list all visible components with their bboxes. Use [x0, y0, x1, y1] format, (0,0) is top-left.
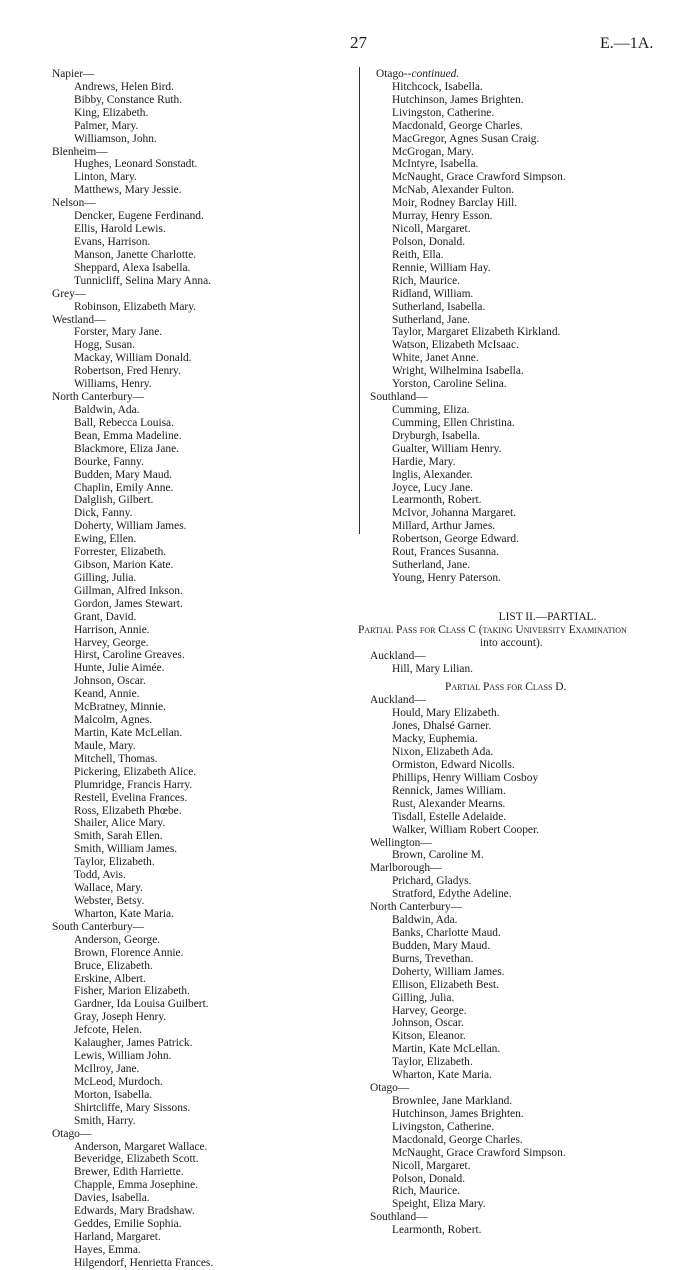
candidate-name: Dick, Fanny. [74, 507, 133, 520]
candidate-name: Dalglish, Gilbert. [74, 494, 154, 507]
candidate-name: Ball, Rebecca Louisa. [74, 416, 174, 429]
district-heading: Southland— [370, 1211, 428, 1224]
candidate-name: Bean, Emma Madeline. [74, 429, 182, 442]
candidate-name: McNab, Alexander Fulton. [392, 184, 515, 197]
district-heading: Westland— [52, 313, 106, 326]
candidate-name: Hould, Mary Elizabeth. [392, 707, 500, 720]
spacer [370, 585, 695, 611]
candidate-name: Wharton, Kate Maria. [74, 907, 174, 920]
candidate-name: Anderson, George. [74, 933, 161, 946]
candidate-name: Wright, Wilhelmina Isabella. [392, 365, 524, 378]
candidate-name: Webster, Betsy. [74, 895, 145, 907]
candidate-name: Hutchinson, James Brighten. [392, 1107, 524, 1120]
candidate-name: Rennie, William Hay. [392, 261, 491, 274]
candidate-name: Anderson, Margaret Wallace. [74, 1140, 208, 1153]
district-heading: Southland— [370, 391, 428, 404]
candidate-name: Prichard, Gladys. [392, 875, 472, 888]
candidate-name: Hayes, Emma. [74, 1243, 141, 1256]
candidate-name: Learmonth, Robert. [392, 1224, 482, 1237]
candidate-name: Andrews, Helen Bird. [74, 80, 174, 93]
candidate-name: Rout, Frances Susanna. [392, 546, 499, 559]
district-heading: Nelson— [52, 197, 96, 210]
candidate-name: Macdonald, George Charles. [392, 119, 523, 132]
candidate-name: Bourke, Fanny. [74, 455, 144, 468]
candidate-name: McIvor, Johanna Margaret. [392, 507, 516, 520]
candidate-name: Restell, Evelina Frances. [74, 791, 188, 804]
candidate-name: Keand, Annie. [74, 688, 140, 701]
candidate-name: Forrester, Elizabeth. [74, 546, 167, 559]
candidate-name: Inglis, Alexander. [392, 468, 473, 481]
candidate-name: Joyce, Lucy Jane. [392, 481, 473, 494]
candidate-name: Rich, Maurice. [392, 274, 461, 287]
district-heading: Auckland— [370, 694, 426, 707]
candidate-name: Lewis, William John. [74, 1050, 172, 1063]
candidate-name: Hutchinson, James Brighten. [392, 93, 524, 106]
right-column [358, 68, 695, 1237]
candidate-name: Stratford, Edythe Adeline. [392, 888, 512, 901]
candidate-name: Shailer, Alice Mary. [74, 817, 166, 830]
continued-label: continued. [411, 68, 460, 80]
left-column [52, 68, 352, 1270]
candidate-name: Sutherland, Jane. [392, 313, 471, 326]
candidate-name: Macdonald, George Charles. [392, 1133, 523, 1146]
candidate-name: Morton, Isabella. [74, 1088, 153, 1101]
candidate-name: Banks, Charlotte Maud. [392, 927, 501, 939]
candidate-name: Moir, Rodney Barclay Hill. [392, 197, 518, 210]
candidate-name: Erskine, Albert. [74, 972, 146, 985]
candidate-name: Young, Henry Paterson. [392, 571, 501, 584]
candidate-name: Hunte, Julie Aimée. [74, 662, 165, 675]
candidate-name: Gualter, William Henry. [392, 442, 502, 455]
candidate-name: Edwards, Mary Bradshaw. [74, 1205, 195, 1218]
candidate-name: Manson, Janette Charlotte. [74, 248, 197, 261]
candidate-name: Sutherland, Isabella. [392, 300, 486, 313]
candidate-name: Plumridge, Francis Harry. [74, 778, 193, 791]
candidate-name: Forster, Mary Jane. [74, 326, 163, 339]
candidate-name: Harvey, George. [74, 636, 149, 649]
candidate-name: Yorston, Caroline Selina. [392, 378, 507, 391]
candidate-name: Johnson, Oscar. [74, 675, 146, 688]
candidate-name: White, Janet Anne. [392, 352, 479, 365]
candidate-name: Hitchcock, Isabella. [392, 80, 483, 93]
candidate-name: Budden, Mary Maud. [74, 468, 173, 481]
candidate-name: Robertson, George Edward. [392, 533, 519, 546]
candidate-name: Wallace, Mary. [74, 882, 143, 895]
district-heading-text: Otago-- [376, 68, 412, 80]
candidate-name: Macky, Euphemia. [392, 733, 478, 746]
candidate-name: Robertson, Fred Henry. [74, 365, 181, 378]
candidate-name: Gardner, Ida Louisa Guilbert. [74, 998, 209, 1011]
candidate-name: Grant, David. [74, 610, 137, 623]
candidate-name: Gilling, Julia. [74, 571, 137, 584]
candidate-name: Nicoll, Margaret. [392, 1159, 471, 1172]
document-reference: E.—1A. [600, 35, 654, 52]
candidate-name: Evans, Harrison. [74, 235, 151, 248]
candidate-name: McBratney, Minnie. [74, 701, 166, 714]
candidate-name: Ellison, Elizabeth Best. [392, 978, 499, 991]
candidate-name: Murray, Henry Esson. [392, 210, 493, 223]
candidate-name: Matthews, Mary Jessie. [74, 184, 182, 197]
candidate-name: Polson, Donald. [392, 1172, 466, 1185]
candidate-name: Baldwin, Ada. [74, 403, 140, 416]
candidate-name: Smith, William James. [74, 843, 178, 856]
candidate-name: Ormiston, Edward Nicolls. [392, 759, 515, 772]
candidate-name: Kalaugher, James Patrick. [74, 1037, 193, 1050]
candidate-name: Ellis, Harold Lewis. [74, 223, 166, 236]
candidate-name: Phillips, Henry William Cosboy [392, 771, 539, 784]
district-heading: Auckland— [370, 649, 426, 662]
page-number: 27 [350, 33, 367, 52]
candidate-name: Smith, Sarah Ellen. [74, 830, 163, 843]
candidate-name: Dryburgh, Isabella. [392, 429, 481, 442]
candidate-name: Blackmore, Eliza Jane. [74, 442, 180, 455]
candidate-name: Chapple, Emma Josephine. [74, 1179, 199, 1192]
candidate-name: Bibby, Constance Ruth. [74, 93, 183, 106]
district-heading: Wellington— [370, 836, 432, 849]
candidate-name: Robinson, Elizabeth Mary. [74, 300, 197, 313]
district-heading: Otago— [370, 1082, 410, 1095]
candidate-name: Harvey, George. [392, 1004, 467, 1017]
candidate-name: Gilling, Julia. [392, 991, 455, 1004]
candidate-name: McIlroy, Jane. [74, 1062, 140, 1075]
district-heading-continued [370, 68, 695, 81]
candidate-name: McGrogan, Mary. [392, 145, 474, 158]
candidate-name: Martin, Kate McLellan. [392, 1043, 501, 1056]
candidate-name: Hill, Mary Lilian. [392, 662, 473, 675]
candidate-name: Brown, Caroline M. [392, 849, 484, 862]
candidate-name: Maule, Mary. [74, 739, 136, 752]
candidate-name: Cumming, Eliza. [392, 403, 470, 416]
candidate-name: Taylor, Elizabeth. [74, 856, 155, 869]
candidate-name: Palmer, Mary. [74, 119, 139, 132]
candidate-name: Jones, Dhalsé Garner. [392, 720, 492, 733]
candidate-name: Rust, Alexander Mearns. [392, 797, 506, 810]
candidate-name: Watson, Elizabeth McIsaac. [392, 339, 519, 352]
district-heading: North Canterbury— [52, 391, 145, 404]
candidate-name: Budden, Mary Maud. [392, 939, 491, 952]
candidate-name: Jefcote, Helen. [74, 1024, 142, 1037]
candidate-name: Tisdall, Estelle Adelaide. [392, 810, 507, 823]
candidate-name: Harrison, Annie. [74, 623, 150, 636]
district-heading: Blenheim— [52, 145, 108, 158]
candidate-name: Brewer, Edith Harriette. [74, 1166, 184, 1179]
district-heading: Otago— [52, 1127, 92, 1140]
candidate-name: Learmonth, Robert. [392, 494, 482, 507]
candidate-name: Mitchell, Thomas. [74, 752, 158, 765]
candidate-name: Millard, Arthur James. [392, 520, 496, 533]
candidate-name: Taylor, Elizabeth. [392, 1056, 473, 1069]
candidate-name: Geddes, Emilie Sophia. [74, 1218, 182, 1231]
candidate-name: Reith, Ella. [392, 248, 444, 261]
candidate-name: Cumming, Ellen Christina. [392, 416, 515, 429]
candidate-name: Gordon, James Stewart. [74, 597, 183, 610]
candidate-name: Smith, Harry. [74, 1114, 136, 1127]
candidate-name: Chaplin, Emily Anne. [74, 481, 174, 494]
candidate-name: Burns, Trevethan. [392, 952, 474, 965]
candidate-name: Ridland, William. [392, 287, 474, 300]
candidate-name: Davies, Isabella. [74, 1192, 150, 1205]
candidate-name: Taylor, Margaret Elizabeth Kirkland. [392, 326, 561, 339]
candidate-name: Doherty, William James. [392, 965, 505, 978]
candidate-name: Hogg, Susan. [74, 339, 136, 352]
column-divider [359, 67, 360, 534]
candidate-name: Hilgendorf, Henrietta Frances. [74, 1256, 214, 1269]
candidate-name: Brownlee, Jane Markland. [392, 1094, 513, 1107]
candidate-name: Livingston, Catherine. [392, 106, 495, 119]
candidate-name: Williams, Henry. [74, 378, 152, 391]
candidate-name: Nixon, Elizabeth Ada. [392, 746, 494, 759]
candidate-name: Ross, Elizabeth Phœbe. [74, 804, 182, 817]
candidate-name: Shirtcliffe, Mary Sissons. [74, 1101, 191, 1114]
candidate-name: MacGregor, Agnes Susan Craig. [392, 132, 540, 145]
candidate-name: Martin, Kate McLellan. [74, 727, 183, 740]
candidate-name: Sutherland, Jane. [392, 559, 471, 572]
candidate-name: Walker, William Robert Cooper. [392, 823, 539, 836]
candidate-name: Hirst, Caroline Greaves. [74, 649, 185, 662]
section-subtitle-continued: into account). [480, 636, 543, 649]
candidate-name: Rich, Maurice. [392, 1185, 461, 1198]
candidate-name: Johnson, Oscar. [392, 1017, 464, 1030]
candidate-name: Speight, Eliza Mary. [392, 1198, 486, 1211]
district-heading: Napier— [52, 68, 95, 80]
district-heading: Marlborough— [370, 862, 442, 875]
candidate-name: McLeod, Murdoch. [74, 1075, 163, 1088]
candidate-name: Hughes, Leonard Sonstadt. [74, 158, 198, 171]
district-heading: North Canterbury— [370, 901, 463, 914]
candidate-name: Dencker, Eugene Ferdinand. [74, 210, 204, 223]
candidate-name: Bruce, Elizabeth. [74, 959, 153, 972]
candidate-name: Polson, Donald. [392, 235, 466, 248]
candidate-name: Beveridge, Elizabeth Scott. [74, 1153, 199, 1166]
candidate-name: McNaught, Grace Crawford Simpson. [392, 1146, 566, 1159]
candidate-name: Gillman, Alfred Inkson. [74, 584, 183, 597]
candidate-name: Tunnicliff, Selina Mary Anna. [74, 274, 211, 287]
candidate-name: Ewing, Ellen. [74, 533, 137, 546]
candidate-name: Livingston, Catherine. [392, 1120, 495, 1133]
section-subtitle: Partial Pass for Class D. [445, 681, 567, 694]
candidate-name: Malcolm, Agnes. [74, 714, 153, 727]
candidate-name: King, Elizabeth. [74, 106, 149, 119]
candidate-name: Pickering, Elizabeth Alice. [74, 765, 197, 778]
candidate-name: McNaught, Grace Crawford Simpson. [392, 171, 566, 184]
candidate-name: Linton, Mary. [74, 171, 137, 184]
candidate-name: Fisher, Marion Elizabeth. [74, 985, 190, 998]
candidate-name: Baldwin, Ada. [392, 914, 458, 927]
candidate-name: Harland, Margaret. [74, 1230, 161, 1243]
candidate-name: Brown, Florence Annie. [74, 946, 184, 959]
candidate-name: Williamson, John. [74, 132, 157, 145]
candidate-name: Gray, Joseph Henry. [74, 1011, 167, 1024]
candidate-name: Hardie, Mary. [392, 455, 456, 468]
candidate-name: Gibson, Marion Kate. [74, 559, 174, 572]
district-heading: South Canterbury— [52, 920, 145, 933]
list-title: LIST II.—PARTIAL. [498, 610, 597, 623]
candidate-name: Wharton, Kate Maria. [392, 1069, 492, 1082]
candidate-name: Kitson, Eleanor. [392, 1030, 466, 1043]
candidate-name: Todd, Avis. [74, 869, 126, 882]
candidate-name: Mackay, William Donald. [74, 352, 192, 365]
section-subtitle: Partial Pass for Class C (taking University Examination [358, 623, 627, 636]
candidate-name: Rennick, James William. [392, 784, 506, 797]
candidate-name: Sheppard, Alexa Isabella. [74, 261, 191, 274]
district-heading: Grey— [52, 287, 87, 300]
candidate-name: Nicoll, Margaret. [392, 223, 471, 236]
candidate-name: McIntyre, Isabella. [392, 158, 479, 171]
candidate-name: Doherty, William James. [74, 520, 187, 533]
